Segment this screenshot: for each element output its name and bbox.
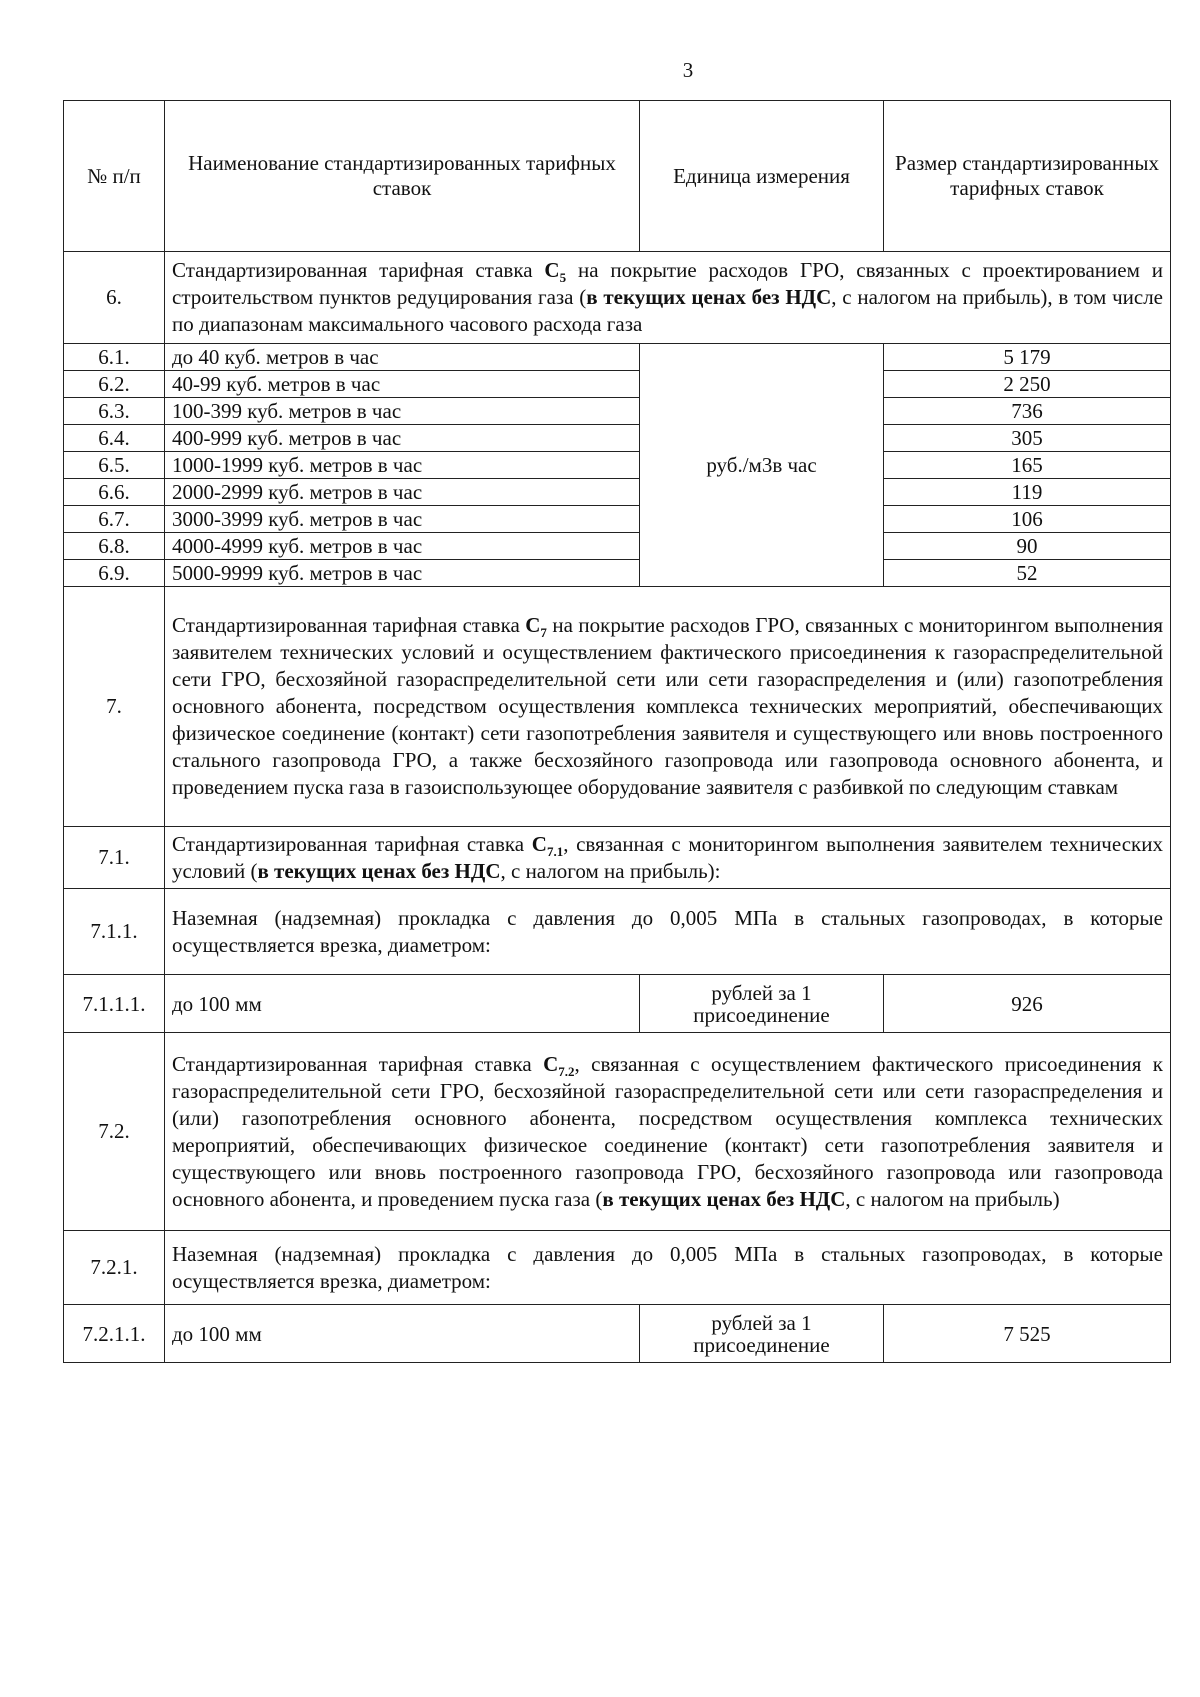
rate-value: 90	[884, 533, 1171, 560]
section-7-2-1-1-row	[64, 1305, 1171, 1363]
row-number: 6.4.	[64, 425, 165, 452]
row-number: 7.2.1.1.	[64, 1305, 165, 1363]
range-label: 3000-3999 куб. метров в час	[165, 506, 640, 533]
row-number: 6.7.	[64, 506, 165, 533]
rate-value: 52	[884, 560, 1171, 587]
section-7-1-description: Стандартизированная тарифная ставка $С_{7.1}$, связанная с мониторингом выполнения заявителем технических условий (в текущих ценах без НДС, с налогом на прибыль):	[165, 827, 1171, 889]
section-7-2-1-row	[64, 1231, 1171, 1305]
section-7-1-row	[64, 827, 1171, 889]
header-number: № п/п	[64, 101, 165, 252]
row-number: 6.2.	[64, 371, 165, 398]
rate-value: 2 250	[884, 371, 1171, 398]
row-number: 6.8.	[64, 533, 165, 560]
range-label: 2000-2999 куб. метров в час	[165, 479, 640, 506]
section-6-description: Стандартизированная тарифная ставка $С_5$ на покрытие расходов ГРО, связанных с проектированием и строительством пунктов редуцирования газа (в текущих ценах без НДС, с налогом на прибыль), в том числе по диапазонам максимального часового расхода газа	[165, 252, 1171, 344]
row-number: 6.3.	[64, 398, 165, 425]
row-number: 7.1.1.1.	[64, 975, 165, 1033]
table-row	[64, 533, 1171, 560]
rate-value: 7 525	[884, 1305, 1171, 1363]
rate-value: 305	[884, 425, 1171, 452]
section-7-2-description: Стандартизированная тарифная ставка $С_{7.2}$, связанная с осуществлением фактического присоединения к газораспределительной сети ГРО, бесхозяйной газораспределительной сети или сети газораспределения и (или) газопотребления основного абонента, посредством осуществления комплекса технических мероприятий, обеспечивающих физическое соединение (контакт) сети газопотребления заявителя и существующего или вновь построенного газопровода ГРО, бесхозяйного газопровода или газопровода основного абонента, и проведением пуска газа (в текущих ценах без НДС, с налогом на прибыль)	[165, 1033, 1171, 1231]
row-number: 7.1.	[64, 827, 165, 889]
rate-value: 165	[884, 452, 1171, 479]
rate-value: 106	[884, 506, 1171, 533]
range-label: 400-999 куб. метров в час	[165, 425, 640, 452]
rate-value: 926	[884, 975, 1171, 1033]
table-row	[64, 425, 1171, 452]
tariff-table	[63, 100, 1171, 1363]
row-number: 6.9.	[64, 560, 165, 587]
diameter-label: до 100 мм	[165, 975, 640, 1033]
row-number: 7.2.1.	[64, 1231, 165, 1305]
range-label: 4000-4999 куб. метров в час	[165, 533, 640, 560]
range-label: до 40 куб. метров в час	[165, 344, 640, 371]
header-name: Наименование стандартизированных тарифных ставок	[165, 101, 640, 252]
table-row	[64, 506, 1171, 533]
page-number: 3	[682, 58, 694, 82]
section-6-row	[64, 252, 1171, 344]
table-row	[64, 560, 1171, 587]
header-size: Размер стандартизированных тарифных ставок	[884, 101, 1171, 252]
section-7-2-row	[64, 1033, 1171, 1231]
row-number: 7.2.	[64, 1033, 165, 1231]
section-7-description: Стандартизированная тарифная ставка $С_7$ на покрытие расходов ГРО, связанных с мониторингом выполнения заявителем технических условий и осуществлением фактического присоединения к газораспределительной сети ГРО, бесхозяйной газораспределительной сети или сети газораспределения и (или) газопотребления основного абонента, посредством осуществления комплекса технических мероприятий, обеспечивающих физическое соединение (контакт) сети газопотребления заявителя и существующего или вновь построенного стального газопровода ГРО, а также бесхозяйного газопровода или газопровода основного абонента, и проведением пуска газа в газоиспользующее оборудование заявителя с разбивкой по следующим ставкам	[165, 587, 1171, 827]
range-label: 40-99 куб. метров в час	[165, 371, 640, 398]
unit-label: рублей за 1 присоединение	[640, 975, 884, 1033]
section-7-1-1-1-row	[64, 975, 1171, 1033]
row-number: 7.1.1.	[64, 889, 165, 975]
diameter-label: до 100 мм	[165, 1305, 640, 1363]
header-unit: Единица измерения	[640, 101, 884, 252]
row-number: 6.6.	[64, 479, 165, 506]
table-row	[64, 398, 1171, 425]
row-number: 6.5.	[64, 452, 165, 479]
range-label: 100-399 куб. метров в час	[165, 398, 640, 425]
unit-label: рублей за 1 присоединение	[640, 1305, 884, 1363]
rate-value: 119	[884, 479, 1171, 506]
range-label: 5000-9999 куб. метров в час	[165, 560, 640, 587]
rate-value: 5 179	[884, 344, 1171, 371]
range-label: 1000-1999 куб. метров в час	[165, 452, 640, 479]
section-7-2-1-description: Наземная (надземная) прокладка с давления до 0,005 МПа в стальных газопроводах, в которые осуществляется врезка, диаметром:	[165, 1231, 1171, 1305]
table-row	[64, 452, 1171, 479]
rate-value: 736	[884, 398, 1171, 425]
section-6-unit: руб./м3в час	[640, 344, 884, 587]
table-row	[64, 344, 1171, 371]
row-number: 6.1.	[64, 344, 165, 371]
row-number: 7.	[64, 587, 165, 827]
section-7-1-1-description: Наземная (надземная) прокладка с давления до 0,005 МПа в стальных газопроводах, в которые осуществляется врезка, диаметром:	[165, 889, 1171, 975]
row-number: 6.	[64, 252, 165, 344]
section-7-1-1-row	[64, 889, 1171, 975]
table-row	[64, 371, 1171, 398]
table-header-row	[64, 101, 1171, 252]
section-7-row	[64, 587, 1171, 827]
table-row	[64, 479, 1171, 506]
